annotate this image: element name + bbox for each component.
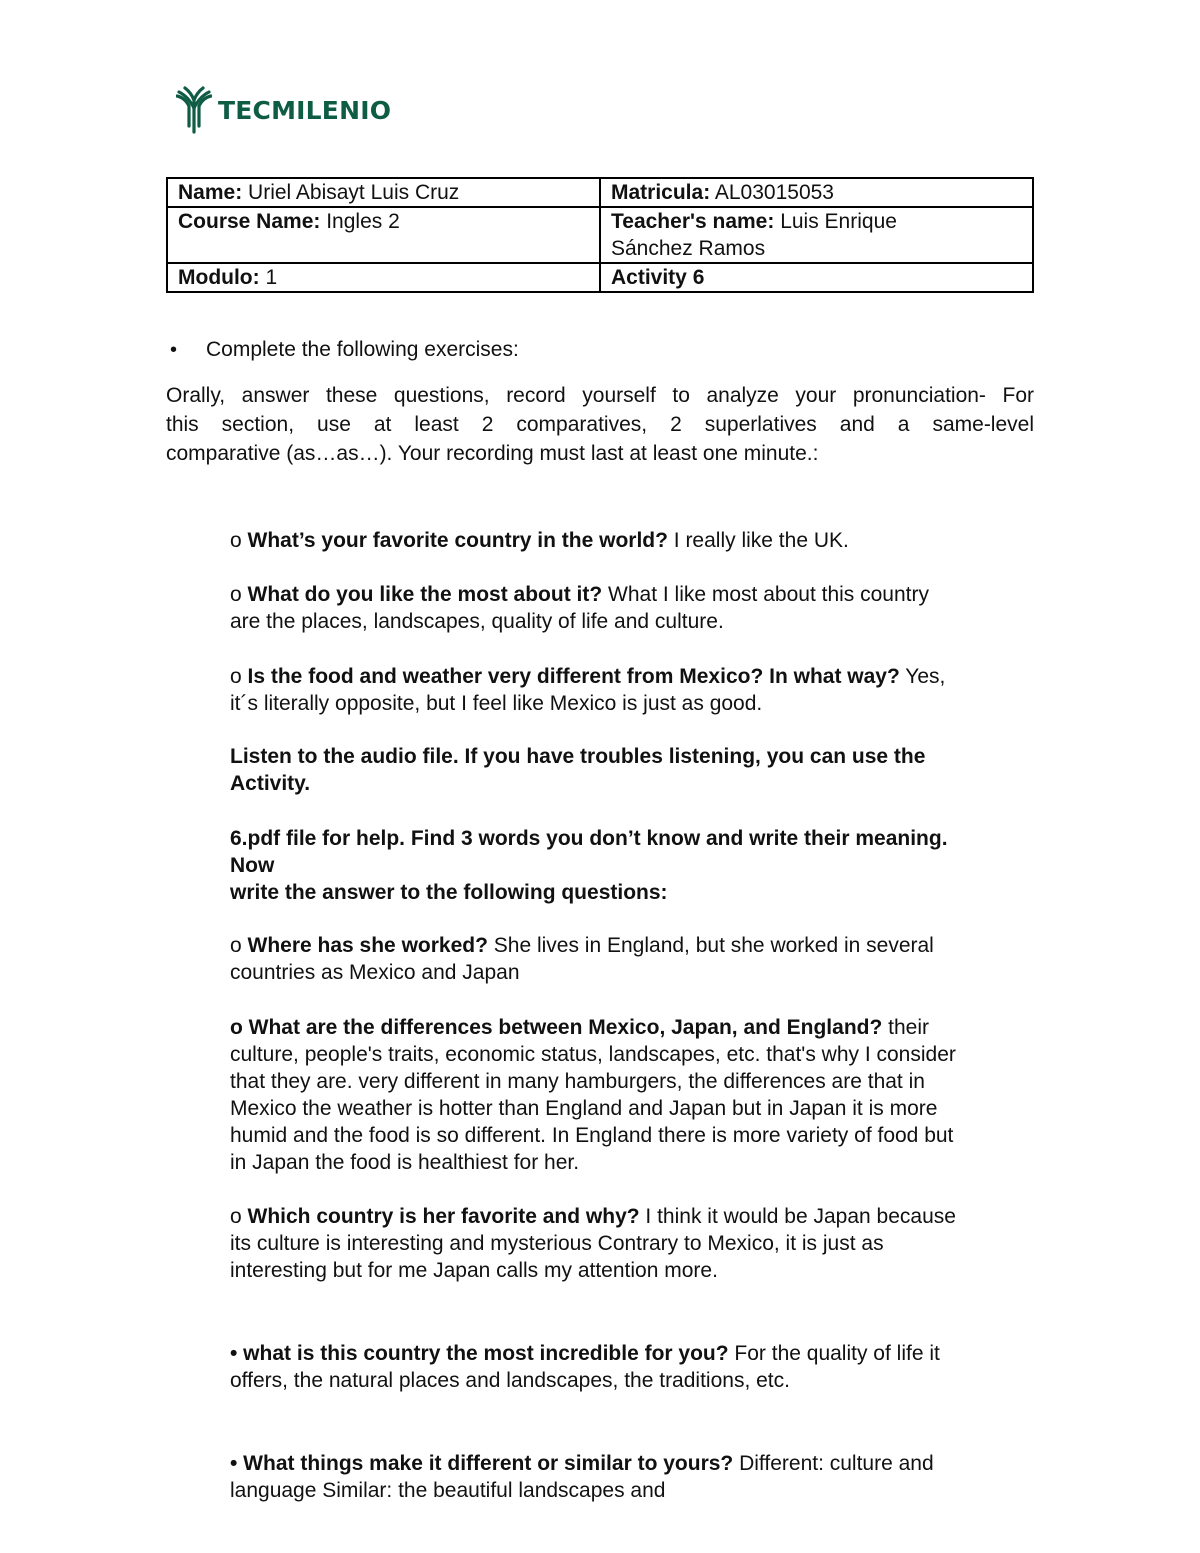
logo-wordmark: TECMILENIO	[218, 95, 392, 125]
instruction-bullet	[166, 338, 519, 362]
tecmilenio-plant-icon	[176, 86, 212, 134]
question-favorite-why: o Which country is her favorite and why? I think it would be Japan because its culture is interesting and mysterious Contrary to Mexico, it is just as interesting but for me Japan calls my attention more.	[230, 1205, 956, 1282]
table-row	[167, 207, 1033, 263]
question-favorite-country: o What’s your favorite country in the world? I really like the UK.	[230, 529, 849, 552]
student-info-table	[166, 177, 1034, 293]
bullet-icon: •	[170, 338, 178, 361]
matricula-cell: Matricula: AL03015053	[600, 178, 1033, 207]
tecmilenio-logo	[176, 86, 391, 134]
table-row	[167, 178, 1033, 207]
question-different-similar: • What things make it different or similar to yours? Different: culture and language Similar: the beautiful landscapes and	[230, 1452, 934, 1502]
question-differences: o What are the differences between Mexico, Japan, and England? their culture, people's traits, economic status, landscapes, etc. that's why I consider that they are. very different in many hamburgers, the differences are that in Mexico the weather is hotter than England and Japan but in Japan it is more humid and the food is so different. In England there is more variety of food but in Japan the food is healthiest for her.	[230, 1016, 956, 1174]
course-cell: Course Name: Ingles 2	[167, 207, 600, 263]
question-most-incredible: • what is this country the most incredible for you? For the quality of life it offers, the natural places and landscapes, the traditions, etc.	[230, 1342, 940, 1392]
name-cell: Name: Uriel Abisayt Luis Cruz	[167, 178, 600, 207]
table-row	[167, 263, 1033, 292]
teacher-cell: Teacher's name: Luis Enrique Sánchez Ramos	[600, 207, 1033, 263]
modulo-cell: Modulo: 1	[167, 263, 600, 292]
intro-paragraph: Orally, answer these questions, record yourself to analyze your pronunciation- For this section, use at least 2 comparatives, 2 superlatives and a same-level comparative (as…as…). Your recording must last at least one minute.:	[166, 384, 1034, 465]
question-like-most: o What do you like the most about it? What I like most about this country are the places, landscapes, quality of life and culture.	[230, 583, 929, 633]
listen-instructions-continued: 6.pdf file for help. Find 3 words you don’t know and write their meaning. Now write the answer to the following questions:	[230, 827, 948, 904]
activity-cell: Activity 6	[600, 263, 1033, 292]
question-where-worked: o Where has she worked? She lives in England, but she worked in several countries as Mexico and Japan	[230, 934, 934, 984]
question-food-weather: o Is the food and weather very different from Mexico? In what way? Yes, it´s literally opposite, but I feel like Mexico is just as good.	[230, 665, 946, 715]
instruction-text: Complete the following exercises:	[206, 338, 519, 361]
listen-instructions: Listen to the audio file. If you have troubles listening, you can use the Activity.	[230, 745, 926, 795]
